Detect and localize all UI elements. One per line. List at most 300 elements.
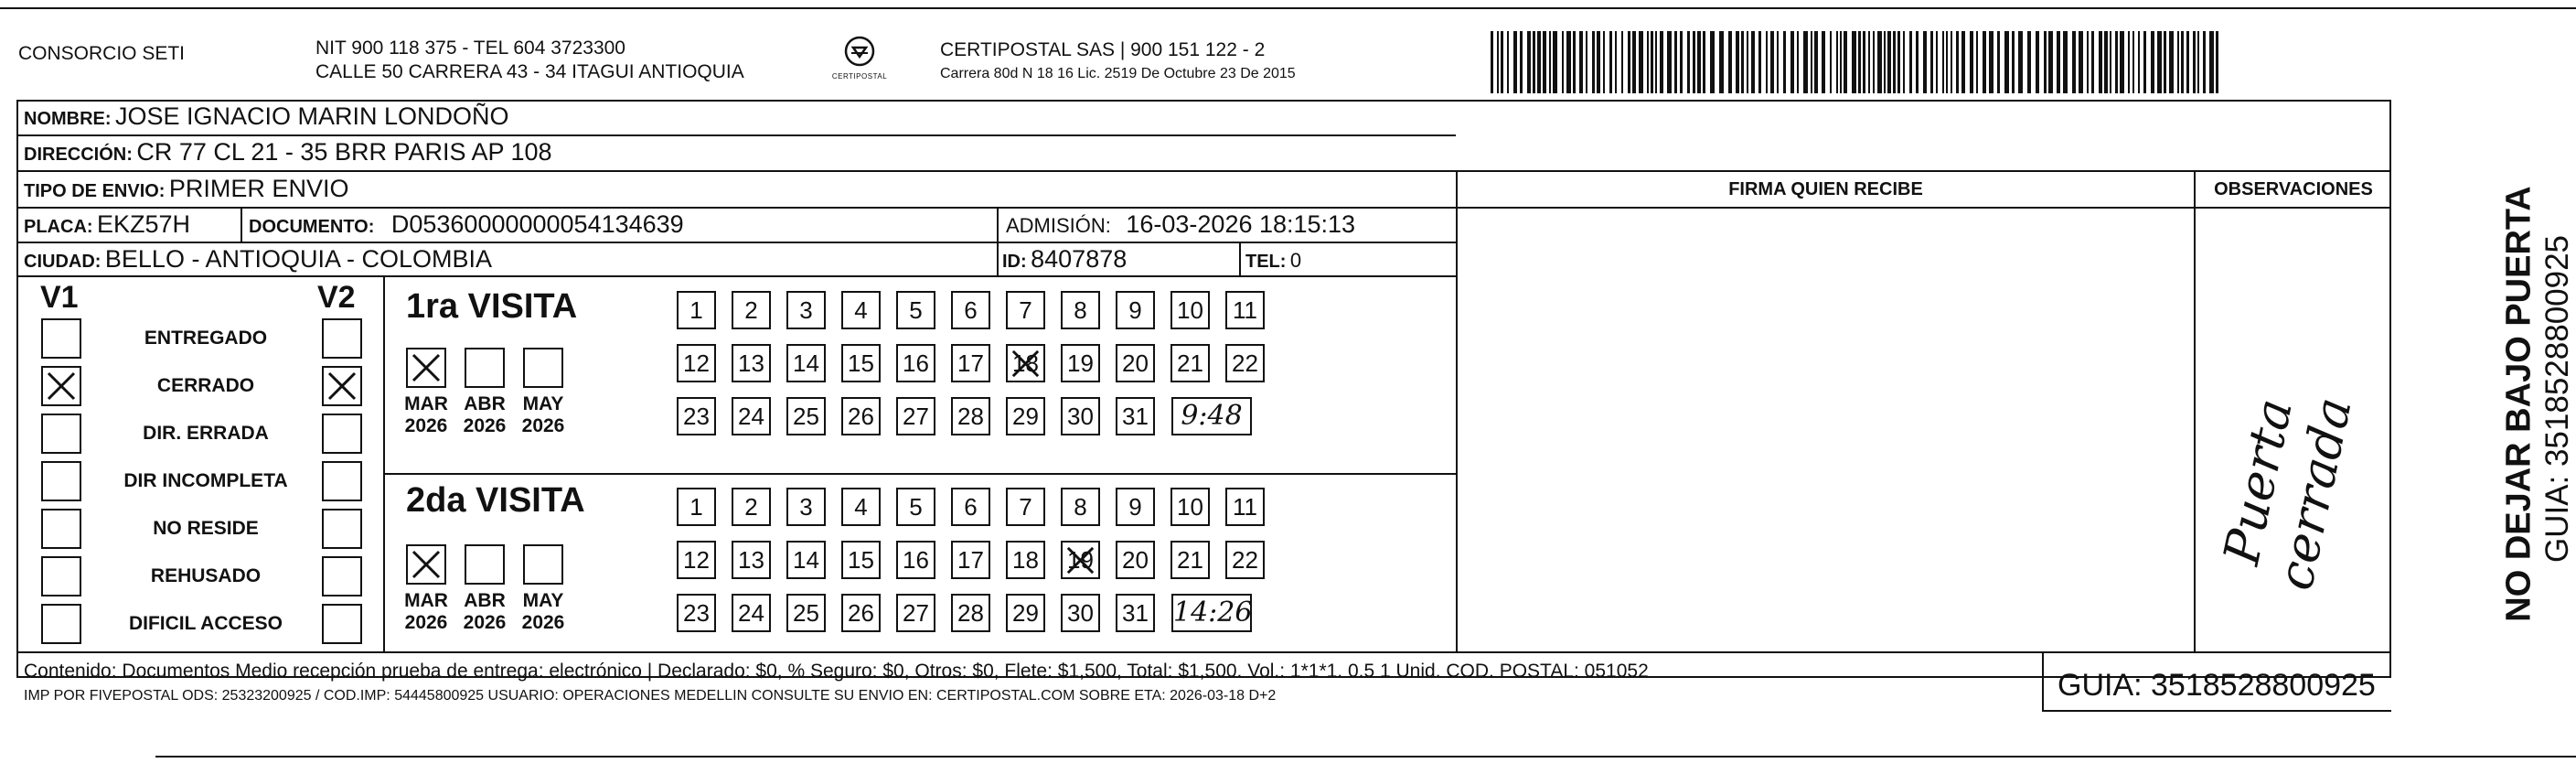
barcode-bar xyxy=(1997,31,2000,93)
v1-checkbox[interactable] xyxy=(41,509,81,549)
barcode-bar xyxy=(2186,31,2189,93)
barcode-bar xyxy=(2181,31,2184,93)
month-year: 2026 xyxy=(463,415,507,436)
second-visit-day-13[interactable] xyxy=(732,541,771,579)
footer-contenido: Contenido: Documentos Medio recepción prueba de entrega: electrónico | Declarado: $0, % Seguro: $0, Otros: $0, Flete: $1,500, Total: $1,500. Vol.: 1*1*1. 0.5 1 Unid. COD. POSTAL: 051052 xyxy=(24,661,1649,682)
barcode-bar xyxy=(1858,31,1861,93)
side-guia: GUIA: 3518528800925 xyxy=(2539,234,2575,564)
barcode-bar xyxy=(1736,31,1739,93)
day-number: 2 xyxy=(744,493,758,521)
day-number: 5 xyxy=(909,296,923,324)
barcode-bar xyxy=(1930,31,1933,93)
day-number: 6 xyxy=(964,493,978,521)
bottom-rule xyxy=(155,756,2576,758)
barcode-bar xyxy=(2091,31,2094,93)
v2-checkbox[interactable] xyxy=(322,318,362,359)
barcode-bar xyxy=(2151,31,2154,93)
second-visit-day-8[interactable] xyxy=(1061,488,1100,526)
barcode-bar xyxy=(1884,31,1886,93)
barcode-bar xyxy=(1553,31,1557,93)
barcode-bar xyxy=(2110,31,2111,93)
day-number: 11 xyxy=(1233,493,1257,521)
barcode-bar xyxy=(1674,31,1677,93)
top-rule xyxy=(0,7,2576,9)
barcode-bar xyxy=(2169,31,2174,93)
barcode-bar xyxy=(1961,31,1965,93)
first-visit-day-19[interactable] xyxy=(1061,344,1100,382)
v1-checkbox[interactable] xyxy=(41,556,81,596)
second-visit-time: 14:26 xyxy=(1171,594,1252,632)
second-visit-day-27[interactable] xyxy=(896,594,935,632)
first-visit-month-label xyxy=(515,393,572,437)
barcode-bar xyxy=(1693,31,1695,93)
barcode-bar xyxy=(1803,31,1808,93)
v1-label: V1 xyxy=(40,280,79,315)
second-visit-month-checkbox[interactable] xyxy=(406,544,446,585)
tel-cell xyxy=(1245,249,1301,273)
col-line xyxy=(383,275,385,651)
second-visit-day-4[interactable] xyxy=(841,488,881,526)
second-visit-day-3[interactable] xyxy=(786,488,826,526)
second-visit-day-6[interactable] xyxy=(951,488,990,526)
col-line xyxy=(383,473,1456,475)
barcode-bar xyxy=(1811,31,1812,93)
day-number: 26 xyxy=(848,403,874,430)
barcode-bar xyxy=(2104,31,2108,93)
barcode-bar xyxy=(1844,31,1847,93)
first-visit-day-22[interactable] xyxy=(1225,344,1265,382)
ciudad-label: CIUDAD: xyxy=(24,252,102,272)
footer-imp: IMP POR FIVEPOSTAL ODS: 25323200925 / COD.IMP: 54445800925 USUARIO: OPERACIONES MEDELLIN CONSULTE SU ENVIO EN: CERTIPOSTAL.COM SOBRE ETA: 2026-03-18 D+2 xyxy=(24,688,1277,704)
certipostal-logo xyxy=(823,35,896,93)
barcode-bar xyxy=(2143,31,2146,93)
barcode-bar xyxy=(1936,31,1938,93)
day-number: 23 xyxy=(683,599,710,627)
first-visit-month-checkbox[interactable] xyxy=(465,348,505,388)
second-visit-day-2[interactable] xyxy=(732,488,771,526)
barcode-bar xyxy=(1923,31,1927,93)
day-number: 3 xyxy=(799,296,813,324)
barcode-bar xyxy=(2004,31,2009,93)
day-number: 15 xyxy=(848,546,874,574)
barcode-bar xyxy=(2128,31,2130,93)
day-number: 17 xyxy=(957,546,984,574)
day-number: 12 xyxy=(683,349,710,377)
carrier-name: CERTIPOSTAL SAS | 900 151 122 - 2 xyxy=(940,39,1266,60)
barcode-bar xyxy=(1639,31,1643,93)
v1-checkbox[interactable] xyxy=(41,318,81,359)
barcode-bar xyxy=(1566,31,1571,93)
tel-value: 0 xyxy=(1289,249,1302,272)
barcode-bar xyxy=(2177,31,2179,93)
day-number: 20 xyxy=(1122,546,1149,574)
barcode-bar xyxy=(1970,31,1973,93)
v2-checkbox[interactable] xyxy=(322,509,362,549)
first-visit-title: 1ra VISITA xyxy=(406,287,578,326)
day-number: 18 xyxy=(1012,349,1039,377)
barcode-bar xyxy=(1667,31,1672,93)
barcode-bar xyxy=(1741,31,1744,93)
first-visit-day-2[interactable] xyxy=(732,291,771,329)
day-number: 21 xyxy=(1177,349,1203,377)
second-visit-month-checkbox[interactable] xyxy=(523,544,563,585)
direccion-value: CR 77 CL 21 - 35 BRR PARIS AP 108 xyxy=(136,138,552,166)
second-visit-day-5[interactable] xyxy=(896,488,935,526)
barcode-bar xyxy=(1719,31,1724,93)
second-visit-day-21[interactable] xyxy=(1170,541,1210,579)
barcode-bar xyxy=(1814,31,1818,93)
first-visit-month-label xyxy=(456,393,513,437)
first-visit-day-3[interactable] xyxy=(786,291,826,329)
barcode-bar xyxy=(1573,31,1576,93)
day-mark-icon xyxy=(1008,346,1043,381)
barcode-bar xyxy=(1976,31,1978,93)
first-visit-month-checkbox[interactable] xyxy=(406,348,446,388)
barcode-bar xyxy=(2044,31,2047,93)
barcode-bar xyxy=(2036,31,2039,93)
barcode-bar xyxy=(2203,31,2206,93)
barcode-bar xyxy=(1903,31,1905,93)
row-line xyxy=(16,651,2391,653)
ciudad-cell xyxy=(24,245,492,274)
status-option-label: CERRADO xyxy=(156,375,255,396)
day-number: 26 xyxy=(848,599,874,627)
day-number: 17 xyxy=(957,349,984,377)
v1-checkbox[interactable] xyxy=(41,414,81,454)
month-name: MAR xyxy=(404,393,448,414)
v2-checkbox[interactable] xyxy=(322,366,362,406)
placa-cell xyxy=(24,210,190,239)
barcode-bar xyxy=(2048,31,2053,93)
day-number: 6 xyxy=(964,296,978,324)
observaciones-header: OBSERVACIONES xyxy=(2214,179,2373,199)
barcode-bar xyxy=(1651,31,1653,93)
v1-checkbox[interactable] xyxy=(41,366,81,406)
carrier-license: Carrera 80d N 18 16 Lic. 2519 De Octubre 23 De 2015 xyxy=(940,66,1296,81)
first-visit-month-label xyxy=(398,393,454,437)
barcode-bar xyxy=(1822,31,1825,93)
v1-checkbox[interactable] xyxy=(41,604,81,644)
barcode-bar xyxy=(1527,31,1531,93)
barcode-bar xyxy=(2164,31,2166,93)
day-number: 12 xyxy=(683,546,710,574)
placa-value: EKZ57H xyxy=(97,210,191,238)
barcode-bar xyxy=(1597,31,1600,93)
barcode-bar xyxy=(2063,31,2068,93)
second-visit-day-30[interactable] xyxy=(1061,594,1100,632)
barcode-bar xyxy=(1497,31,1499,93)
direccion-row xyxy=(24,138,552,167)
row-line xyxy=(16,275,1456,277)
id-value: 8407878 xyxy=(1031,245,1128,273)
day-number: 10 xyxy=(1177,296,1203,324)
first-visit-day-30[interactable] xyxy=(1061,397,1100,435)
barcode-bar xyxy=(2027,31,2031,93)
day-number: 14 xyxy=(793,546,819,574)
footer-guia: GUIA: 3518528800925 xyxy=(2058,668,2376,703)
day-number: 2 xyxy=(744,296,758,324)
first-visit-day-23[interactable] xyxy=(677,397,716,435)
placa-label: PLACA: xyxy=(24,217,93,237)
barcode-bar xyxy=(1783,31,1786,93)
second-visit-day-19[interactable] xyxy=(1061,541,1100,579)
day-number: 24 xyxy=(738,599,764,627)
barcode-bar xyxy=(1621,31,1623,93)
logo-text: CERTIPOSTAL xyxy=(831,72,888,81)
day-number: 11 xyxy=(1233,296,1257,324)
second-visit-title: 2da VISITA xyxy=(406,481,585,520)
v2-checkbox[interactable] xyxy=(322,414,362,454)
second-visit-day-24[interactable] xyxy=(732,594,771,632)
day-number: 29 xyxy=(1012,403,1039,430)
day-number: 24 xyxy=(738,403,764,430)
first-visit-day-14[interactable] xyxy=(786,344,826,382)
logo-icon xyxy=(843,35,876,68)
day-number: 8 xyxy=(1074,493,1087,521)
second-visit-day-20[interactable] xyxy=(1116,541,1155,579)
barcode-bar xyxy=(1770,31,1774,93)
day-number: 22 xyxy=(1232,349,1258,377)
barcode-bar xyxy=(1840,31,1842,93)
barcode-bar xyxy=(2157,31,2162,93)
status-option-label: NO RESIDE xyxy=(153,518,259,539)
first-visit-day-11[interactable] xyxy=(1225,291,1265,329)
v2-checkbox[interactable] xyxy=(322,556,362,596)
side-warning: NO DEJAR BAJO PUERTA xyxy=(2499,186,2539,622)
second-visit-day-14[interactable] xyxy=(786,541,826,579)
first-visit-day-1[interactable] xyxy=(677,291,716,329)
barcode-bar xyxy=(1520,31,1523,93)
month-year: 2026 xyxy=(404,415,448,436)
barcode-bar xyxy=(1877,31,1882,93)
second-visit-month-label xyxy=(456,590,513,634)
tel-label: TEL: xyxy=(1245,252,1287,272)
nombre-row xyxy=(24,102,509,131)
barcode-bar xyxy=(2132,31,2134,93)
day-number: 5 xyxy=(909,493,923,521)
first-visit-day-10[interactable] xyxy=(1170,291,1210,329)
barcode-bar xyxy=(1562,31,1564,93)
sender-nit-tel: NIT 900 118 375 - TEL 604 3723300 xyxy=(315,38,625,59)
col-line xyxy=(2194,170,2196,651)
day-number: 19 xyxy=(1067,546,1094,574)
documento-cell xyxy=(249,210,684,239)
barcode-bar xyxy=(1660,31,1663,93)
col-line xyxy=(1456,170,1458,651)
second-visit-day-7[interactable] xyxy=(1006,488,1045,526)
day-number: 27 xyxy=(903,599,929,627)
day-number: 29 xyxy=(1012,599,1039,627)
firma-header: FIRMA QUIEN RECIBE xyxy=(1728,179,1923,199)
barcode-bar xyxy=(1747,31,1748,93)
barcode-bar xyxy=(2099,31,2102,93)
first-visit-time: 9:48 xyxy=(1171,397,1252,435)
row-line xyxy=(16,170,2391,172)
second-visit-day-26[interactable] xyxy=(841,594,881,632)
first-visit-day-21[interactable] xyxy=(1170,344,1210,382)
direccion-label: DIRECCIÓN: xyxy=(24,145,133,165)
barcode-bar xyxy=(1603,31,1605,93)
barcode-bar xyxy=(2072,31,2076,93)
barcode-bar xyxy=(1766,31,1768,93)
barcode-bar xyxy=(1628,31,1630,93)
day-number: 4 xyxy=(854,493,868,521)
col-line xyxy=(997,207,999,275)
day-number: 1 xyxy=(689,296,703,324)
day-number: 25 xyxy=(793,599,819,627)
first-visit-day-24[interactable] xyxy=(732,397,771,435)
nombre-value: JOSE IGNACIO MARIN LONDOÑO xyxy=(115,102,509,130)
first-visit-day-7[interactable] xyxy=(1006,291,1045,329)
row-line xyxy=(16,134,1456,136)
day-number: 18 xyxy=(1012,546,1039,574)
second-visit-day-22[interactable] xyxy=(1225,541,1265,579)
day-number: 13 xyxy=(738,546,764,574)
second-visit-day-17[interactable] xyxy=(951,541,990,579)
barcode-bar xyxy=(1533,31,1535,93)
barcode-bar xyxy=(1697,31,1701,93)
documento-label: DOCUMENTO: xyxy=(249,217,375,237)
barcode-bar xyxy=(1777,31,1779,93)
second-visit-day-12[interactable] xyxy=(677,541,716,579)
day-number: 30 xyxy=(1067,599,1094,627)
barcode-bar xyxy=(1863,31,1865,93)
first-visit-day-8[interactable] xyxy=(1061,291,1100,329)
barcode-bar xyxy=(1687,31,1690,93)
barcode-bar xyxy=(1873,31,1875,93)
status-option-label: DIR. ERRADA xyxy=(143,423,269,444)
barcode-bar xyxy=(1893,31,1896,93)
second-visit-day-11[interactable] xyxy=(1225,488,1265,526)
col-line xyxy=(2042,651,2044,712)
first-visit-day-26[interactable] xyxy=(841,397,881,435)
status-option-label: REHUSADO xyxy=(150,565,262,586)
barcode-bar xyxy=(1836,31,1838,93)
second-visit-day-28[interactable] xyxy=(951,594,990,632)
barcode-bar xyxy=(1989,31,1993,93)
day-number: 14 xyxy=(793,349,819,377)
status-option-label: DIR INCOMPLETA xyxy=(123,470,288,491)
month-year: 2026 xyxy=(521,415,565,436)
barcode-bar xyxy=(1946,31,1948,93)
day-number: 8 xyxy=(1074,296,1087,324)
barcode-bar xyxy=(2193,31,2196,93)
day-number: 10 xyxy=(1177,493,1203,521)
first-visit-day-17[interactable] xyxy=(951,344,990,382)
second-visit-day-9[interactable] xyxy=(1116,488,1155,526)
second-visit-day-15[interactable] xyxy=(841,541,881,579)
id-cell xyxy=(1002,245,1127,274)
first-visit-month-checkbox[interactable] xyxy=(523,348,563,388)
barcode-bar xyxy=(1956,31,1959,93)
day-number: 19 xyxy=(1067,349,1094,377)
second-visit-month-label xyxy=(398,590,454,634)
day-mark-icon xyxy=(1063,543,1098,577)
barcode-bar xyxy=(2120,31,2124,93)
barcode-bar xyxy=(1751,31,1755,93)
day-number: 9 xyxy=(1128,493,1142,521)
first-visit-day-12[interactable] xyxy=(677,344,716,382)
sender-address: CALLE 50 CARRERA 43 - 34 ITAGUI ANTIOQUIA xyxy=(315,61,744,82)
barcode-bar xyxy=(1680,31,1683,93)
second-visit-month-checkbox[interactable] xyxy=(465,544,505,585)
month-name: ABR xyxy=(464,393,506,414)
barcode-bar xyxy=(1916,31,1919,93)
v2-checkbox[interactable] xyxy=(322,604,362,644)
barcode-bar xyxy=(1830,31,1832,93)
day-number: 31 xyxy=(1122,403,1149,430)
day-number: 27 xyxy=(903,403,929,430)
first-visit-day-18[interactable] xyxy=(1006,344,1045,382)
second-visit-day-25[interactable] xyxy=(786,594,826,632)
barcode-bar xyxy=(1513,31,1517,93)
barcode-bar xyxy=(1710,31,1715,93)
day-number: 4 xyxy=(854,296,868,324)
handwritten-note: Puerta cerrada xyxy=(2212,392,2363,596)
first-visit-day-31[interactable] xyxy=(1116,397,1155,435)
day-number: 28 xyxy=(957,599,984,627)
second-visit-day-23[interactable] xyxy=(677,594,716,632)
first-visit-day-4[interactable] xyxy=(841,291,881,329)
barcode-bar xyxy=(2012,31,2015,93)
documento-value: D05360000000054134639 xyxy=(390,210,684,238)
admision-value: 16-03-2026 18:15:13 xyxy=(1126,210,1356,238)
first-visit-day-6[interactable] xyxy=(951,291,990,329)
barcode-bar xyxy=(1579,31,1583,93)
first-visit-day-16[interactable] xyxy=(896,344,935,382)
second-visit-day-10[interactable] xyxy=(1170,488,1210,526)
month-name: MAY xyxy=(522,590,564,611)
barcode-bar xyxy=(2115,31,2118,93)
barcode-bar xyxy=(1586,31,1587,93)
first-visit-day-29[interactable] xyxy=(1006,397,1045,435)
barcode-bar xyxy=(1790,31,1794,93)
second-visit-month-label xyxy=(515,590,572,634)
second-visit-day-31[interactable] xyxy=(1116,594,1155,632)
first-visit-day-9[interactable] xyxy=(1116,291,1155,329)
first-visit-day-15[interactable] xyxy=(841,344,881,382)
barcode-bar xyxy=(1868,31,1870,93)
barcode-bar xyxy=(1491,31,1493,93)
barcode-bar xyxy=(2138,31,2140,93)
sender-company: CONSORCIO SETI xyxy=(18,43,186,64)
ciudad-value: BELLO - ANTIOQUIA - COLOMBIA xyxy=(104,245,492,273)
first-visit-day-28[interactable] xyxy=(951,397,990,435)
first-visit-day-27[interactable] xyxy=(896,397,935,435)
barcode-bar xyxy=(1951,31,1952,93)
admision-label: ADMISIÓN: xyxy=(1006,214,1111,237)
barcode-bar xyxy=(2057,31,2060,93)
second-visit-day-16[interactable] xyxy=(896,541,935,579)
day-number: 23 xyxy=(683,403,710,430)
status-option-label: ENTREGADO xyxy=(144,328,268,349)
tipo-label: TIPO DE ENVIO: xyxy=(24,181,166,201)
first-visit-day-25[interactable] xyxy=(786,397,826,435)
day-number: 25 xyxy=(793,403,819,430)
v1-checkbox[interactable] xyxy=(41,461,81,501)
second-visit-day-1[interactable] xyxy=(677,488,716,526)
first-visit-day-13[interactable] xyxy=(732,344,771,382)
first-visit-day-5[interactable] xyxy=(896,291,935,329)
barcode xyxy=(1491,31,2222,93)
barcode-bar xyxy=(1609,31,1612,93)
second-visit-day-29[interactable] xyxy=(1006,594,1045,632)
v2-checkbox[interactable] xyxy=(322,461,362,501)
v2-label: V2 xyxy=(317,280,356,315)
first-visit-day-20[interactable] xyxy=(1116,344,1155,382)
barcode-bar xyxy=(2018,31,2023,93)
second-visit-day-18[interactable] xyxy=(1006,541,1045,579)
